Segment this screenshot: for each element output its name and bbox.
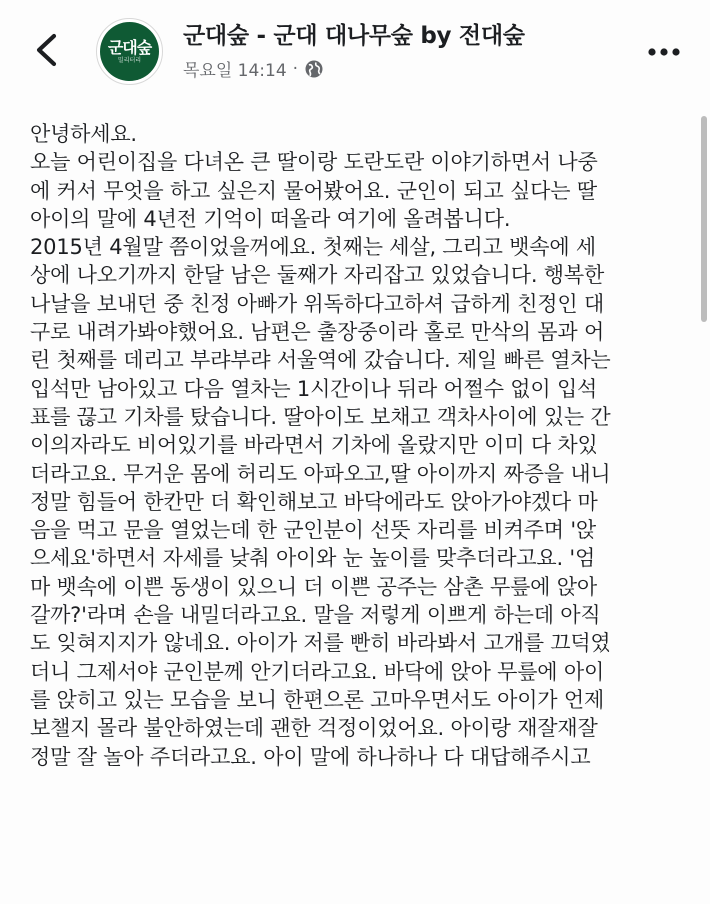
post-text-line: 아이의 말에 4년전 기억이 떠올라 여기에 올려봅니다.	[30, 206, 511, 231]
page-name[interactable]: 군대숲 - 군대 대나무숲 by 전대숲	[183, 23, 525, 49]
more-options-button[interactable]	[640, 28, 688, 76]
post-text-line: 갈까?'라며 손을 내밀더라고요. 말을 저렇게 이쁘게 하는데 아직	[30, 603, 601, 628]
avatar-text: 군대숲	[107, 37, 152, 57]
post-text-line: 구로 내려가봐야했어요. 남편은 출장중이라 홀로 만삭의 몸과 어	[30, 320, 605, 345]
post-text-line: 더니 그제서야 군인분께 안기더라고요. 바닥에 앉아 무릎에 아이	[30, 659, 605, 684]
post-text-line: 보챌지 몰라 불안하였는데 괜한 걱정이었어요. 아이랑 재잘재잘	[30, 716, 598, 741]
post-text-line: 정말 힘들어 한칸만 더 확인해보고 바닥에라도 앉아가야겠다 마	[30, 489, 598, 514]
post-text-line: 마 뱃속에 이쁜 동생이 있으니 더 이쁜 공주는 삼촌 무릎에 앉아	[30, 574, 597, 599]
post-text-line: 정말 잘 놀아 주더라고요. 아이 말에 하나하나 다 대답해주시고	[30, 744, 591, 769]
meta-separator: ·	[292, 58, 299, 79]
post-text-line: 상에 나오기까지 한달 남은 둘째가 자리잡고 있었습니다. 행복한	[30, 263, 605, 288]
back-button[interactable]	[22, 26, 70, 74]
more-dots-icon	[647, 47, 681, 57]
post-text	[30, 120, 698, 771]
post-text-line: 나날을 보내던 중 친정 아빠가 위독하다고하셔 급하게 친정인 대	[30, 291, 605, 316]
avatar[interactable]	[96, 18, 163, 85]
post-text-line: 안녕하세요.	[30, 122, 137, 146]
avatar-logo	[100, 22, 159, 81]
post-header	[0, 0, 710, 100]
post-text-line: 를 앉히고 있는 모습을 보니 한편으론 고마우면서도 아이가 언제	[30, 687, 605, 712]
scrollbar[interactable]	[701, 116, 707, 322]
chevron-left-icon	[33, 33, 59, 67]
post-text-line: 이의자라도 비어있기를 바라면서 기차에 올랐지만 이미 다 차있	[30, 433, 598, 458]
post-text-line: 린 첫째를 데리고 부랴부랴 서울역에 갔습니다. 제일 빠른 열차는	[30, 348, 611, 373]
post-text-line: 으세요'하면서 자세를 낮춰 아이와 눈 높이를 맞추더라고요. '엄	[30, 546, 596, 571]
post-text-line: 음을 먹고 문을 열었는데 한 군인분이 선뜻 자리를 비켜주며 '앉	[30, 518, 596, 543]
post-text-line: 표를 끊고 기차를 탔습니다. 딸아이도 보채고 객차사이에 있는 간	[30, 404, 611, 429]
post-text-line: 도 잊혀지지가 않네요. 아이가 저를 빤히 바라봐서 고개를 끄덕였	[30, 631, 611, 656]
post-text-line: 입석만 남아있고 다음 열차는 1시간이나 뒤라 어쩔수 없이 입석	[30, 376, 598, 401]
post-text-line: 2015년 4월말 쯤이었을꺼에요. 첫째는 세살, 그리고 뱃속에 세	[30, 235, 596, 260]
globe-icon	[304, 59, 324, 79]
post-text-line: 에 커서 무엇을 하고 싶은지 물어봤어요. 군인이 되고 싶다는 딸	[30, 178, 597, 203]
post-text-line: 오늘 어린이집을 다녀온 큰 딸이랑 도란도란 이야기하면서 나중	[30, 150, 598, 175]
post-meta	[183, 56, 324, 81]
post-timestamp[interactable]: 목요일 14:14	[183, 61, 287, 81]
post-text-line: 더라고요. 무거운 몸에 허리도 아파오고,딸 아이까지 짜증을 내니	[30, 461, 611, 486]
avatar-subtext: 밀리터리	[117, 56, 142, 64]
